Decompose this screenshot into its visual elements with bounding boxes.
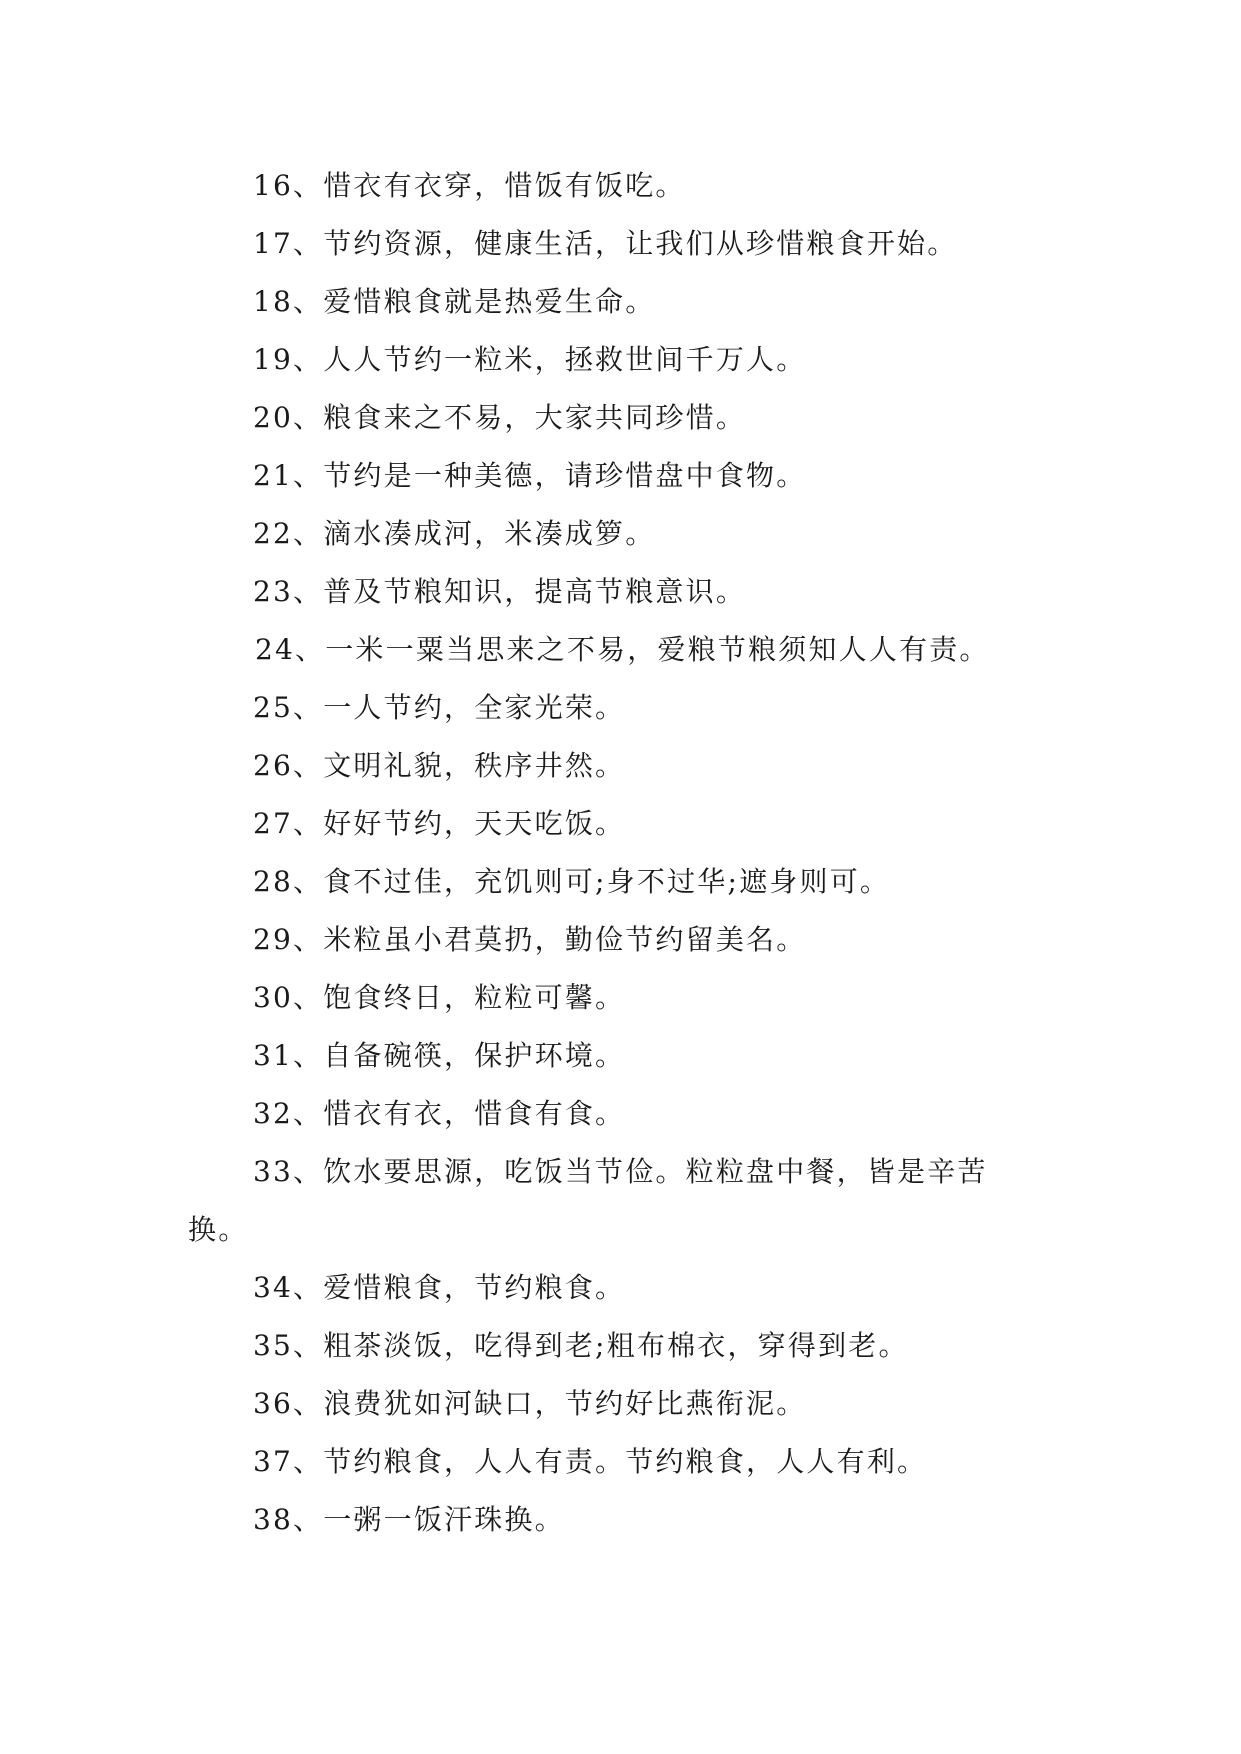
text-line: 30、饱食终日，粒粒可馨。 [253, 981, 626, 1014]
text-line: 34、爱惜粮食，节约粮食。 [253, 1271, 626, 1304]
text-line: 21、节约是一种美德，请珍惜盘中食物。 [253, 459, 807, 492]
text-line: 29、米粒虽小君莫扔，勤俭节约留美名。 [253, 923, 807, 956]
text-line: 19、人人节约一粒米，拯救世间千万人。 [253, 343, 807, 376]
text-line: 32、惜衣有衣，惜食有食。 [253, 1097, 626, 1130]
text-line: 24、一米一粟当思来之不易，爱粮节粮须知人人有责。 [255, 633, 990, 666]
text-line: 26、文明礼貌，秩序井然。 [253, 749, 626, 782]
text-line: 37、节约粮食，人人有责。节约粮食，人人有利。 [253, 1445, 928, 1478]
text-line: 17、节约资源，健康生活，让我们从珍惜粮食开始。 [253, 227, 958, 260]
text-line-continuation: 换。 [188, 1213, 249, 1246]
text-line: 22、滴水凑成河，米凑成箩。 [253, 517, 656, 550]
text-line: 23、普及节粮知识，提高节粮意识。 [253, 575, 747, 608]
text-line: 31、自备碗筷，保护环境。 [253, 1039, 626, 1072]
text-line: 27、好好节约，天天吃饭。 [253, 807, 626, 840]
text-line: 20、粮食来之不易，大家共同珍惜。 [253, 401, 747, 434]
text-line: 33、饮水要思源，吃饭当节俭。粒粒盘中餐，皆是辛苦 [253, 1155, 988, 1188]
text-line: 35、粗茶淡饭，吃得到老;粗布棉衣，穿得到老。 [253, 1329, 909, 1362]
text-line: 38、一粥一饭汗珠换。 [253, 1503, 565, 1536]
text-line: 36、浪费犹如河缺口，节约好比燕衔泥。 [253, 1387, 807, 1420]
text-line: 28、食不过佳，充饥则可;身不过华;遮身则可。 [253, 865, 891, 898]
text-line: 25、一人节约，全家光荣。 [253, 691, 626, 724]
text-line: 18、爱惜粮食就是热爱生命。 [253, 285, 656, 318]
text-line: 16、惜衣有衣穿，惜饭有饭吃。 [253, 169, 686, 202]
